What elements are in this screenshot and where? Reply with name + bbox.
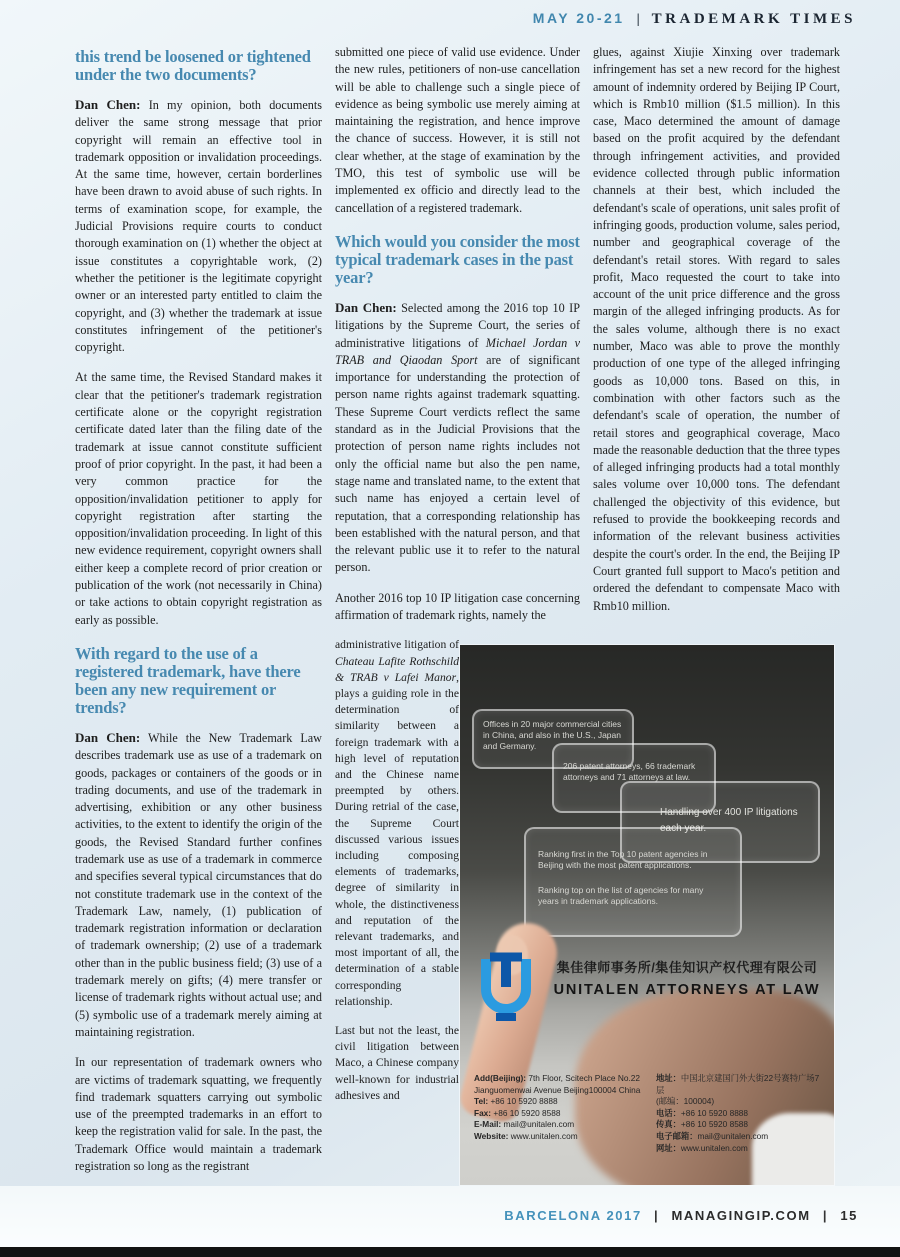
paragraph: Another 2016 top 10 IP litigation case concerning affirmation of trademark rights, namely the <box>335 590 580 623</box>
ad-feature-text: Handling over 400 IP litigations each year. <box>660 807 798 834</box>
contact-line: (邮编：100004) <box>656 1096 715 1107</box>
speaker-name: Dan Chen: <box>75 97 141 112</box>
contact-line <box>474 1073 646 1096</box>
header-separator: | <box>636 12 640 27</box>
speaker-name: Dan Chen: <box>335 299 397 315</box>
page-footer <box>504 1208 858 1223</box>
contact-label: E-Mail: <box>474 1119 502 1130</box>
unitalen-advertisement <box>460 645 834 1185</box>
ad-feature-text: 206 patent attorneys, 66 trademark attorneys and 71 attorneys at law. <box>563 761 696 782</box>
paragraph: submitted one piece of valid use evidence. Under the new rules, petitioners of non-use cancellation will be able to challenge such a single piece of evidence as being symbolic use merely aiming at maintaining the registration, and hence improve the chance of success. However, it is still not clear whether, at the stage of examination by the TMO, this test of symbolic use will be implemented ex officio and directly lead to the cancellation of a registered trademark. <box>335 45 580 215</box>
contact-value: mail@unitalen.com <box>697 1130 769 1141</box>
paragraph <box>335 299 580 577</box>
paragraph: glues, against Xiujie Xinxing over trademark infringement has set a new record for the highest amount of indemnity ordered by Beijing IP Court, which is Rmb10 million ($1.5 million). In this case, Maco determined the amount of damage based on the profit acquired by the defendant through infringement activities, and provided evidence collected through public information channels at their best, which included the defendant's scale of operations, unit sales profit of infringing goods, production volume, sales period, number and geographical coverage of the defendant's retail stores. With regard to sales profit, Maco requested the court to take into account of the unit price difference and the gross margin of the alleged infringing products. As for the sales volume, although there is no exact number, Maco was able to prove the monthly production of one type of the alleged infringing goods as 10,000 tons. Based on this, in combination with other factors such as the defendant's scale of operation, the number of retail stores and geographical coverage, Maco made the reasonable deduction that the three types of alleged infringing products had a total monthly sales volume over 10,000 tons. The defendant challenged the objectivity of this evidence, but refused to provide the bookkeeping records and information of the relevant business activities despite the court's order. In the end, the Beijing IP Court granted full support to Maco's petition and ordered the defendant to compensate Maco with Rmb10 million. <box>593 45 840 613</box>
contact-label: Fax: <box>474 1107 492 1118</box>
paragraph <box>335 637 459 1010</box>
case-name: Chateau Lafite Rothschild & TRAB v Lafei Manor <box>335 654 459 684</box>
contact-label: 传真： <box>656 1119 681 1130</box>
contact-value: +86 10 5920 8888 <box>488 1096 558 1107</box>
contact-label: Add(Beijing): <box>474 1073 527 1083</box>
contact-label: Tel: <box>474 1096 489 1107</box>
contact-line <box>656 1119 826 1131</box>
contact-value: +86 10 5920 8888 <box>680 1107 749 1118</box>
footer-website: MANAGINGIP.COM <box>671 1208 811 1223</box>
paragraph: Last but not the least, the civil litigation between Maco, a Chinese company well-known for industrial adhesives and <box>335 1023 459 1102</box>
contact-label: 网址： <box>656 1142 681 1153</box>
contact-label: 电子邮箱： <box>656 1130 698 1141</box>
paragraph-text: are of significant importance for understanding the protection of person name rights against trademark squatting. These Supreme Court verdicts reflect the same standard as in the Judicial Provisions that the protection of person name rights includes not only the official name but also the pen name, stage name and translated name, to the extent that such name has enjoyed a certain level of reputation, that a corresponding relationship has been established with the natural person, and that the relevant public use it to refer to the natural person. <box>335 352 580 575</box>
paragraph: At the same time, the Revised Standard makes it clear that the petitioner's trademark registration certificate alone or the copyright registration certificate dated later than the filing date of the trademark at issue cannot constitute sufficient proof of prior copyright. In the past, it had been a very common practice for the opposition/invalidation petitioner to apply for copyright registration after starting the opposition/invalidation proceeding. In light of this new evidence requirement, copyright owners shall either keep a complete record of prior creation or publication of the work (not necessarily in China) or take actions to obtain copyright registration as early as possible. <box>75 370 322 627</box>
paragraph-text: administrative litigation of <box>335 638 459 652</box>
bottom-black-bar <box>0 1247 900 1257</box>
paragraph-text: Selected among the 2016 top 10 IP litigations by the Supreme Court, the series of administrative litigations of <box>335 300 580 350</box>
contact-block-english <box>474 1073 646 1143</box>
header-date: MAY 20-21 <box>532 10 625 26</box>
contact-label: Website: <box>474 1130 509 1141</box>
footer-separator: | <box>822 1208 829 1223</box>
paragraph-text: In my opinion, both documents deliver the same strong message that prior copyright will remain an effective tool in trademark opposition or invalidation proceedings. At the same time, however, certain borderlines have been drawn to avoid abuse of such rights. In terms of examination scope, for example, the Judicial Provisions require courts to conduct thorough examination on (1) whether the object at issue constitutes a copyrightable work, (2) whether the petitioner is the legitimate copyright owner or an interested party entitled to claim the copyright, and (3) whether the trademark at issue constitutes infringement of the petitioner's copyright. <box>75 98 322 355</box>
contact-line <box>474 1096 646 1108</box>
question-heading: this trend be loosened or tightened under the two documents? <box>75 47 311 84</box>
contact-line <box>656 1143 826 1155</box>
text-wrap-around-ad <box>335 637 459 1104</box>
contact-block-chinese <box>656 1073 826 1154</box>
unitalen-logo-text <box>550 957 824 998</box>
firm-name-chinese: 集佳律师事务所/集佳知识产权代理有限公司 <box>556 960 818 975</box>
contact-value: www.unitalen.com <box>680 1142 748 1153</box>
paragraph-text: While the New Trademark Law describes trademark use as use of a trademark on goods, packages or containers of the goods or in trading documents, and use of the trademark in advertising, exhibition or any other business activities, to the extent to identify the origin of the goods, the Revised Standard further confines trademark use as use of a trademark in commerce and specifies several typical circumstances that do not constitute trademark use in the context of the Trademark Law, namely, (1) publication of trademark registration information or declaration of trademark ownership; (2) use of a trademark other than in the public business field; (3) use of a trademark merely on gifts; (4) mere transfer or license of trademark rights without actual use; and (5) symbolic use of a trademark merely aiming at maintaining registration. <box>75 730 322 1039</box>
article-column-1 <box>75 48 322 1188</box>
contact-line <box>474 1131 646 1143</box>
speaker-name: Dan Chen: <box>75 729 141 745</box>
unitalen-logo-icon <box>474 951 538 1027</box>
header-publication-title: TRADEMARK TIMES <box>651 11 856 27</box>
article-column-3 <box>593 44 840 628</box>
paragraph <box>75 729 322 1041</box>
case-name: Michael Jordan v TRAB and Qiaodan Sport <box>335 335 580 367</box>
paragraph-text: , plays a guiding role in the determination of similarity between a foreign trademark with a high level of reputation and the Chinese name preempted by others. During retrial of the case, the Supreme Court discussed various issues including composing elements of trademarks, degree of similarity in whole, the distinctiveness and reputation of the relevant trademarks, and most important of all, the determination of a stable corresponding relationship. <box>335 670 459 1008</box>
footer-separator: | <box>654 1208 660 1223</box>
question-heading: Which would you consider the most typical trademark cases in the past year? <box>335 231 580 287</box>
question-heading: With regard to the use of a registered trademark, have there been any new requirement or trends? <box>75 643 301 717</box>
contact-line <box>656 1108 826 1120</box>
contact-line <box>474 1119 646 1131</box>
ad-feature-text: Offices in 20 major commercial cities in China, and also in the U.S., Japan and Germany. <box>483 719 622 751</box>
ad-feature-box <box>524 827 742 937</box>
contact-label: 地址： <box>656 1073 681 1083</box>
contact-value: +86 10 5920 8588 <box>680 1119 749 1130</box>
footer-page-number: 15 <box>840 1208 858 1223</box>
firm-name-english: UNITALEN ATTORNEYS AT LAW <box>553 982 821 998</box>
paragraph <box>75 96 322 356</box>
footer-event: BARCELONA 2017 <box>504 1208 642 1223</box>
contact-line <box>656 1073 826 1096</box>
contact-value: 7th Floor, Scitech Place No.22 Jianguomenwai Avenue Beijing100004 China <box>474 1073 641 1095</box>
paragraph: In our representation of trademark owners who are victims of trademark squatting, we frequently find trademark squatters carrying out symbolic use of the preempted trademarks in an effort to keep the registration valid for sale. In the past, the Trademark Office would maintain a trademark registration so long as the registrant <box>75 1055 322 1174</box>
contact-value: mail@unitalen.com <box>501 1119 575 1130</box>
contact-line <box>656 1131 826 1143</box>
ad-feature-text: Ranking first in the Top 10 patent agencies in Beijing with the most patent applications. <box>538 849 708 870</box>
contact-value: +86 10 5920 8588 <box>491 1107 561 1118</box>
contact-value: www.unitalen.com <box>508 1130 578 1141</box>
page-header <box>533 10 856 28</box>
contact-line <box>474 1108 646 1120</box>
contact-value: 中国北京建国门外大街22号赛特广场7层 <box>656 1073 820 1095</box>
contact-label: 电话： <box>656 1107 681 1118</box>
ad-feature-text: Ranking top on the list of agencies for many years in trademark applications. <box>538 885 704 906</box>
